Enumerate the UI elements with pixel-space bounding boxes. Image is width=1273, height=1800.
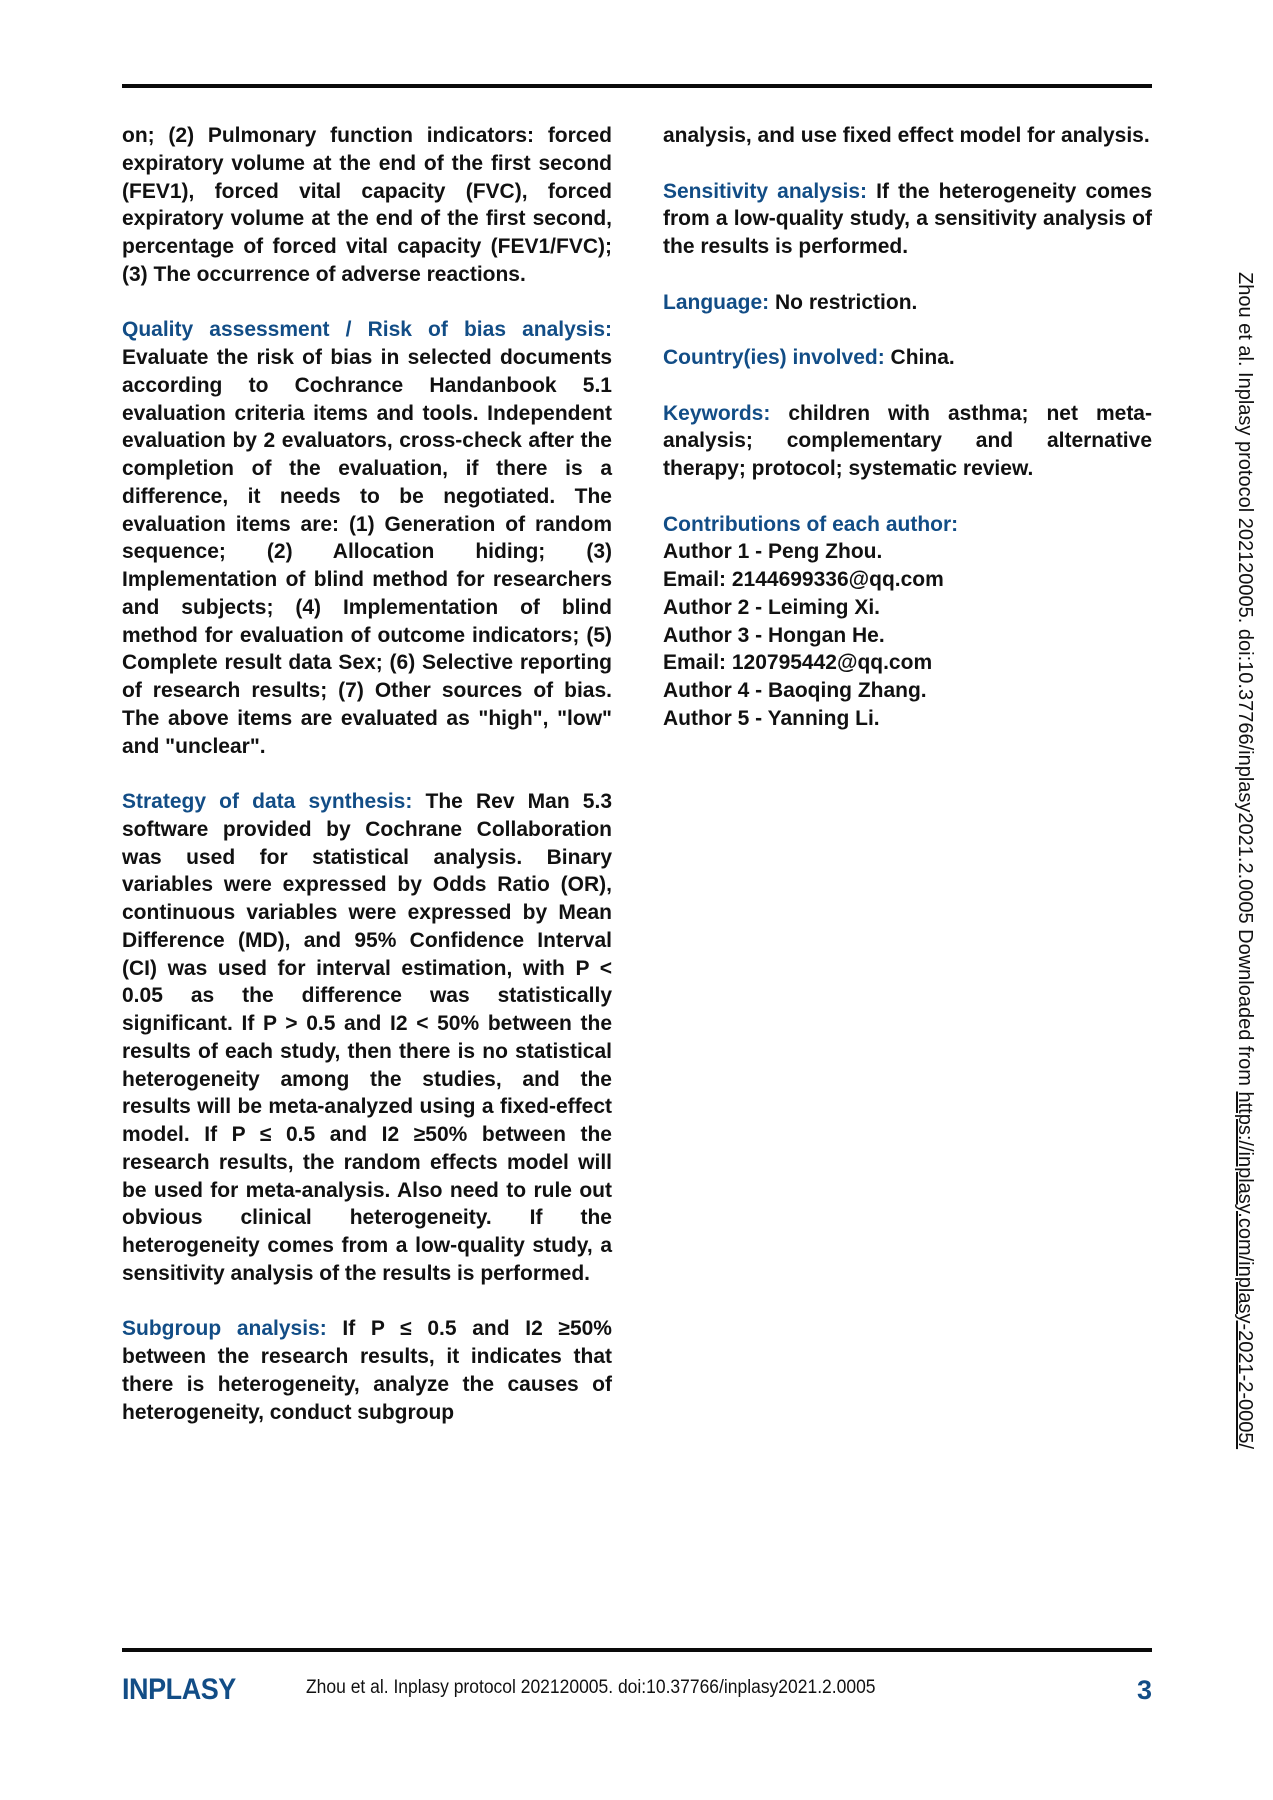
side-note-text: Zhou et al. Inplasy protocol 202120005. doi:10.37766/inplasy2021.2.0005 Downloaded from [1234, 272, 1256, 1092]
section-contributions [663, 511, 1152, 733]
author-line: Author 4 - Baoqing Zhang. [663, 679, 927, 702]
footer-brand-logo: INPLASY [122, 1673, 236, 1706]
section-subgroup-analysis [122, 1315, 612, 1426]
outcomes-continuation: on; (2) Pulmonary function indicators: forced expiratory volume at the end of the first second (FEV1), forced vital capacity (FVC), forced expiratory volume at the end of the first second, percentage of forced vital capacity (FEV1/FVC); (3) The occurrence of adverse reactions. [122, 124, 612, 286]
section-country [663, 344, 1152, 372]
section-heading: Strategy of data synthesis: [122, 790, 413, 813]
section-quality-assessment [122, 316, 612, 760]
author-email: Email: 120795442@qq.com [663, 651, 933, 675]
section-body: children with asthma; net meta-analysis; complementary and alternative therapy; protocol; systematic review. [663, 401, 1152, 480]
section-body: If P ≤ 0.5 and I2 ≥50% between the research results, it indicates that there is heterogeneity, analyze the causes of heterogeneity, conduct subgroup [122, 1317, 612, 1424]
section-sensitivity-analysis [663, 178, 1152, 261]
section-heading: Keywords: [663, 401, 771, 425]
subgroup-continuation: analysis, and use fixed effect model for analysis. [663, 124, 1150, 147]
download-link[interactable]: https://inplasy.com/inplasy-2021-2-0005/ [1234, 1091, 1256, 1450]
section-heading: Country(ies) involved: [663, 346, 885, 369]
section-keywords [663, 400, 1152, 483]
section-heading: Language: [663, 290, 770, 314]
author-line: Author 5 - Yanning Li. [663, 706, 880, 730]
author-line: Author 1 - Peng Zhou. [663, 540, 883, 564]
section-heading: Quality assessment / Risk of bias analysis: [122, 318, 612, 342]
footer-rule [122, 1648, 1152, 1652]
author-line: Author 2 - Leiming Xi. [663, 595, 881, 619]
left-column [122, 122, 612, 1454]
section-language [663, 289, 1152, 317]
section-data-synthesis [122, 788, 612, 1288]
side-download-note [1232, 272, 1256, 1572]
section-body: The Rev Man 5.3 software provided by Cochrane Collaboration was used for statistical analysis. Binary variables were expressed by Odds Ratio (OR), continuous variables were expressed by Mean Difference (MD), and 95% Confidence Interval (CI) was used for interval estimation, with P < 0.05 as the difference was statistically significant. If P > 0.5 and I2 < 50% between the results of each study, then there is no statistical heterogeneity among the studies, and the results will be meta-analyzed using a fixed-effect model. If P ≤ 0.5 and I2 ≥50% between the research results, the random effects model will be used for meta-analysis. Also need to rule out obvious clinical heterogeneity. If the heterogeneity comes from a low-quality study, a sensitivity analysis of the results is performed. [122, 790, 612, 1285]
section-body: If the heterogeneity comes from a low-quality study, a sensitivity analysis of the results is performed. [663, 179, 1152, 258]
author-line: Author 3 - Hongan He. [663, 623, 885, 647]
section-heading: Contributions of each author: [663, 512, 959, 536]
section-heading: Sensitivity analysis: [663, 179, 868, 203]
right-column [663, 122, 1152, 760]
section-heading: Subgroup analysis: [122, 1317, 327, 1341]
section-body: China. [890, 346, 955, 369]
section-body: No restriction. [775, 290, 918, 314]
author-email: Email: 2144699336@qq.com [663, 568, 944, 591]
section-body: Evaluate the risk of bias in selected documents according to Cochrance Handanbook 5.1 evaluation criteria items and tools. Independent evaluation by 2 evaluators, cross-check after the completion of the evaluation, if there is a difference, it needs to be negotiated. The evaluation items are: (1) Generation of random sequence; (2) Allocation hiding; (3) Implementation of blind method for researchers and subjects; (4) Implementation of blind method for evaluation of outcome indicators; (5) Complete result data Sex; (6) Selective reporting of research results; (7) Other sources of bias. The above items are evaluated as "high", "low" and "unclear". [122, 346, 612, 758]
header-rule [122, 84, 1152, 88]
footer-citation: Zhou et al. Inplasy protocol 202120005. doi:10.37766/inplasy2021.2.0005 [306, 1677, 876, 1698]
page-number: 3 [1136, 1675, 1152, 1705]
